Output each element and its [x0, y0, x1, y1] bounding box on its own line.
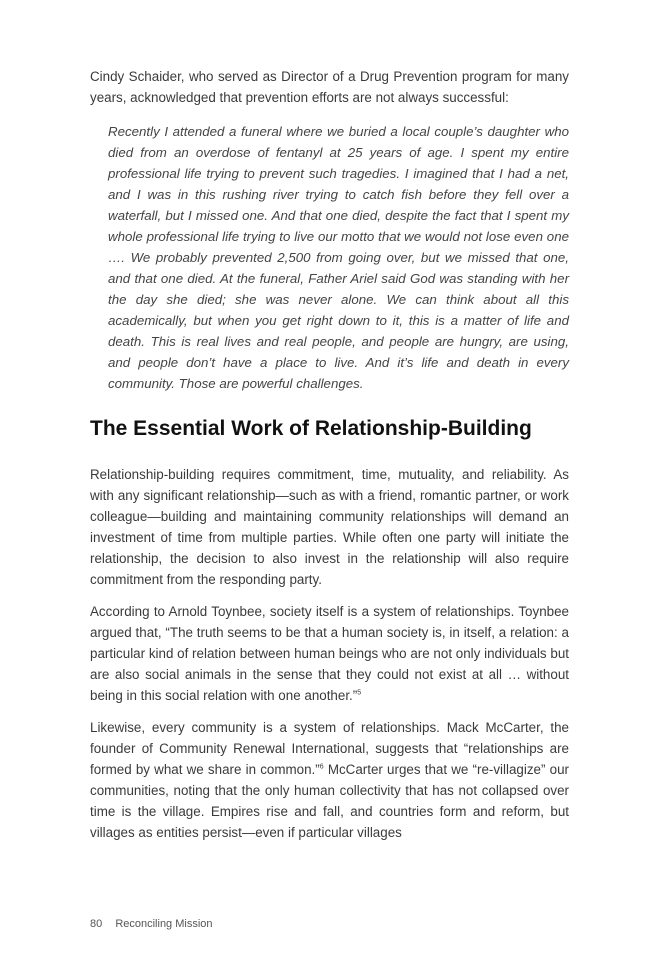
- section-heading: The Essential Work of Relationship-Building: [90, 417, 532, 440]
- page-body: [90, 66, 569, 854]
- footnote-ref-6[interactable]: 6: [319, 763, 324, 771]
- block-quote: Recently I attended a funeral where we buried a local couple’s daughter who died from an overdose of fentanyl at 25 years of age. I spent my entire professional life trying to prevent such tragedies. I imagined that I had a net, and I was in this rushing river trying to catch fish before they fell over a waterfall, but I missed one. And that one died, despite the fact that I spent my whole professional life trying to live our motto that we would not lose even one …. We probably prevented 2,500 from going over, but we missed that one, and that one died. At the funeral, Father Ariel said God was standing with her the day she died; she was never alone. We can think about all this academically, but when you get right down to it, this is a matter of life and death. This is real lives and real people, and people are hungry, are using, and people don’t have a place to live. And it’s life and death in every community. Those are powerful challenges.: [108, 124, 569, 391]
- paragraph-3-text-a: Likewise, every community is a system of relationships. Mack McCarter, the founder of Community Renewal International, suggests that “relationships are formed by what we share in common.”: [90, 720, 569, 777]
- page-footer: [90, 918, 223, 930]
- page-number: 80: [90, 918, 103, 930]
- paragraph-3-text-b: McCarter urges that we “re-villagize” our communities, noting that the only human collectivity that has not collapsed over time is the village. Empires rise and fall, and countries form and reform, but villages as entities persist—even if particular villages: [90, 762, 569, 840]
- intro-paragraph: Cindy Schaider, who served as Director of a Drug Prevention program for many years, acknowledged that prevention efforts are not always successful:: [90, 69, 569, 105]
- paragraph-1: Relationship-building requires commitment, time, mutuality, and reliability. As with any significant relationship—such as with a friend, romantic partner, or work colleague—building and maintaining community relationships will demand an investment of time from multiple parties. While often one party will initiate the relationship, the decision to also invest in the relationship will also require commitment from the responding party.: [90, 467, 569, 587]
- paragraph-3: [90, 717, 569, 843]
- paragraph-2-text: According to Arnold Toynbee, society itself is a system of relationships. Toynbee argued that, “The truth seems to be that a human society is, in itself, a relation: a particular kind of relation between human beings who are not only individuals but are also social animals in the sense that they could not exist at all … without being in this social relation with one another.”: [90, 604, 569, 703]
- running-title: Reconciling Mission: [115, 918, 213, 930]
- footnote-ref-5[interactable]: 5: [357, 689, 362, 697]
- paragraph-2: [90, 601, 569, 706]
